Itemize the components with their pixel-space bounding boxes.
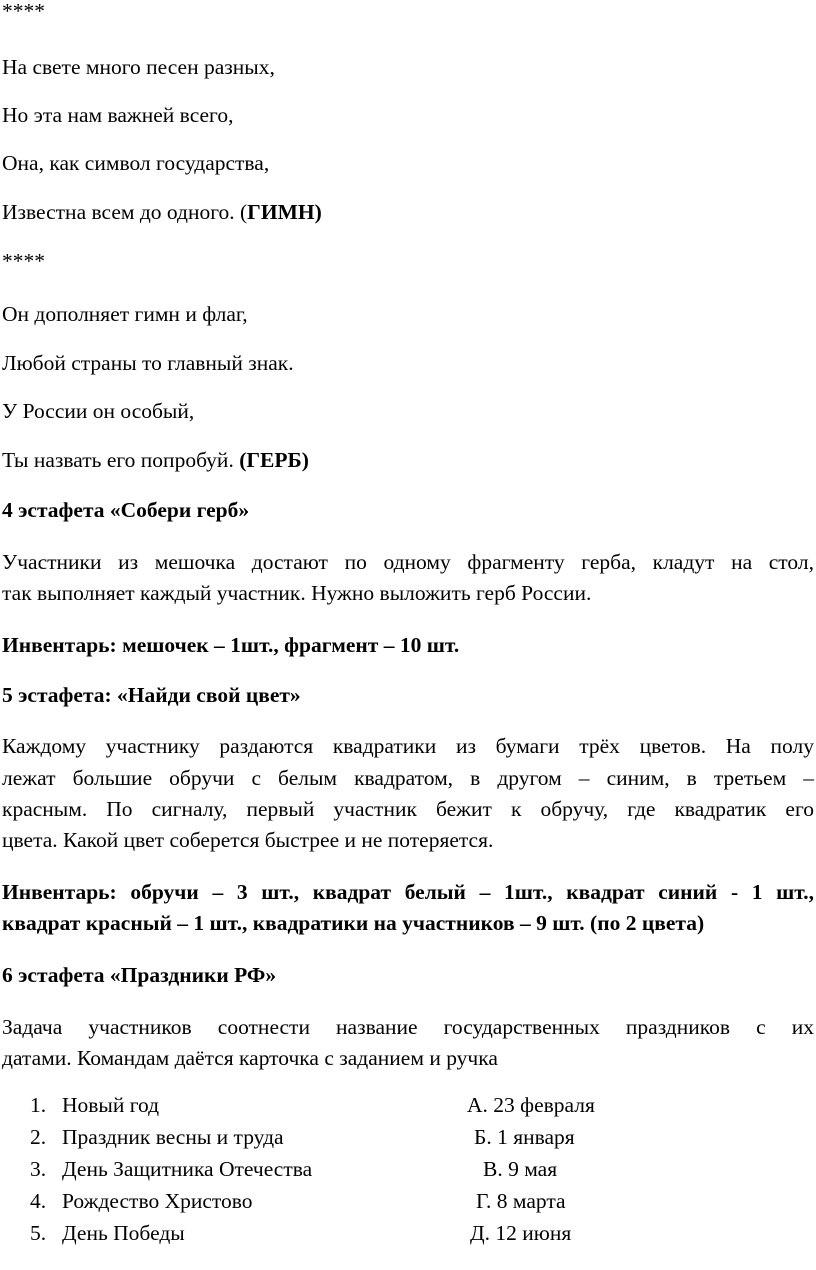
relay5-desc-line-2: лежат большие обручи с белым квадратом, в другом – синим, в третьем – — [2, 766, 814, 790]
relay5-desc-line-3: красным. По сигналу, первый участник бежит к обручу, где квадратик его — [2, 797, 814, 821]
holiday-name: День Победы — [62, 1221, 185, 1245]
riddle1-line-2: Но эта нам важней всего, — [2, 103, 234, 127]
riddle1-line-1: На свете много песен разных, — [2, 55, 275, 79]
list-item-number: 2. — [30, 1125, 47, 1149]
relay5-inventory-line-1: Инвентарь: обручи – 3 шт., квадрат белый – 1шт., квадрат синий - 1 шт., — [2, 880, 814, 904]
relay5-desc-line-4: цвета. Какой цвет соберется быстрее и не потеряется. — [2, 828, 494, 852]
riddle1-line-4-text: Известна всем до одного. ( — [2, 200, 248, 224]
riddle2-line-1: Он дополняет гимн и флаг, — [2, 302, 248, 326]
holiday-name: Рождество Христово — [62, 1189, 253, 1213]
holiday-date: А. 23 февраля — [467, 1093, 595, 1117]
relay6-desc-line-2: датами. Командам даётся карточка с заданием и ручка — [2, 1046, 498, 1070]
holiday-date: Г. 8 марта — [476, 1189, 566, 1213]
riddle1-line-3: Она, как символ государства, — [2, 151, 270, 175]
relay4-title: 4 эстафета «Собери герб» — [2, 498, 250, 522]
holiday-name: Праздник весны и труда — [62, 1125, 284, 1149]
relay6-title: 6 эстафета «Праздники РФ» — [2, 963, 277, 987]
list-item-number: 5. — [30, 1221, 47, 1245]
riddle2-line-2: Любой страны то главный знак. — [2, 351, 294, 375]
riddle1-line-4 — [2, 197, 814, 227]
relay6-desc-line-1: Задача участников соотнести название государственных праздников с их — [2, 1015, 814, 1039]
holiday-date: Б. 1 января — [474, 1125, 575, 1149]
relay5-title: 5 эстафета: «Найди свой цвет» — [2, 683, 301, 707]
holiday-date: В. 9 мая — [483, 1157, 558, 1181]
riddle1-answer: ГИМН) — [247, 200, 322, 224]
relay4-inventory: Инвентарь: мешочек – 1шт., фрагмент – 10 шт. — [2, 633, 460, 657]
riddle1-separator: **** — [2, 0, 45, 23]
list-item-number: 4. — [30, 1189, 47, 1213]
riddle2-line-4 — [2, 445, 814, 475]
relay5-inventory-line-2: квадрат красный – 1 шт., квадратики на участников – 9 шт. (по 2 цвета) — [2, 911, 705, 935]
riddle2-answer: (ГЕРБ) — [239, 448, 309, 472]
riddle2-line-4-text: Ты назвать его попробуй. — [2, 448, 240, 472]
holiday-name: Новый год — [62, 1093, 160, 1117]
relay4-desc-line-1: Участники из мешочка достают по одному фрагменту герба, кладут на стол, — [2, 550, 814, 574]
holiday-date: Д. 12 июня — [470, 1221, 572, 1245]
relay4-desc-line-2: так выполняет каждый участник. Нужно выложить герб России. — [2, 581, 592, 605]
holiday-name: День Защитника Отечества — [62, 1157, 313, 1181]
riddle2-separator: **** — [2, 249, 45, 273]
riddle2-line-3: У России он особый, — [2, 399, 195, 423]
list-item-number: 3. — [30, 1157, 47, 1181]
relay5-desc-line-1: Каждому участнику раздаются квадратики из бумаги трёх цветов. На полу — [2, 734, 814, 758]
list-item-number: 1. — [30, 1093, 47, 1117]
